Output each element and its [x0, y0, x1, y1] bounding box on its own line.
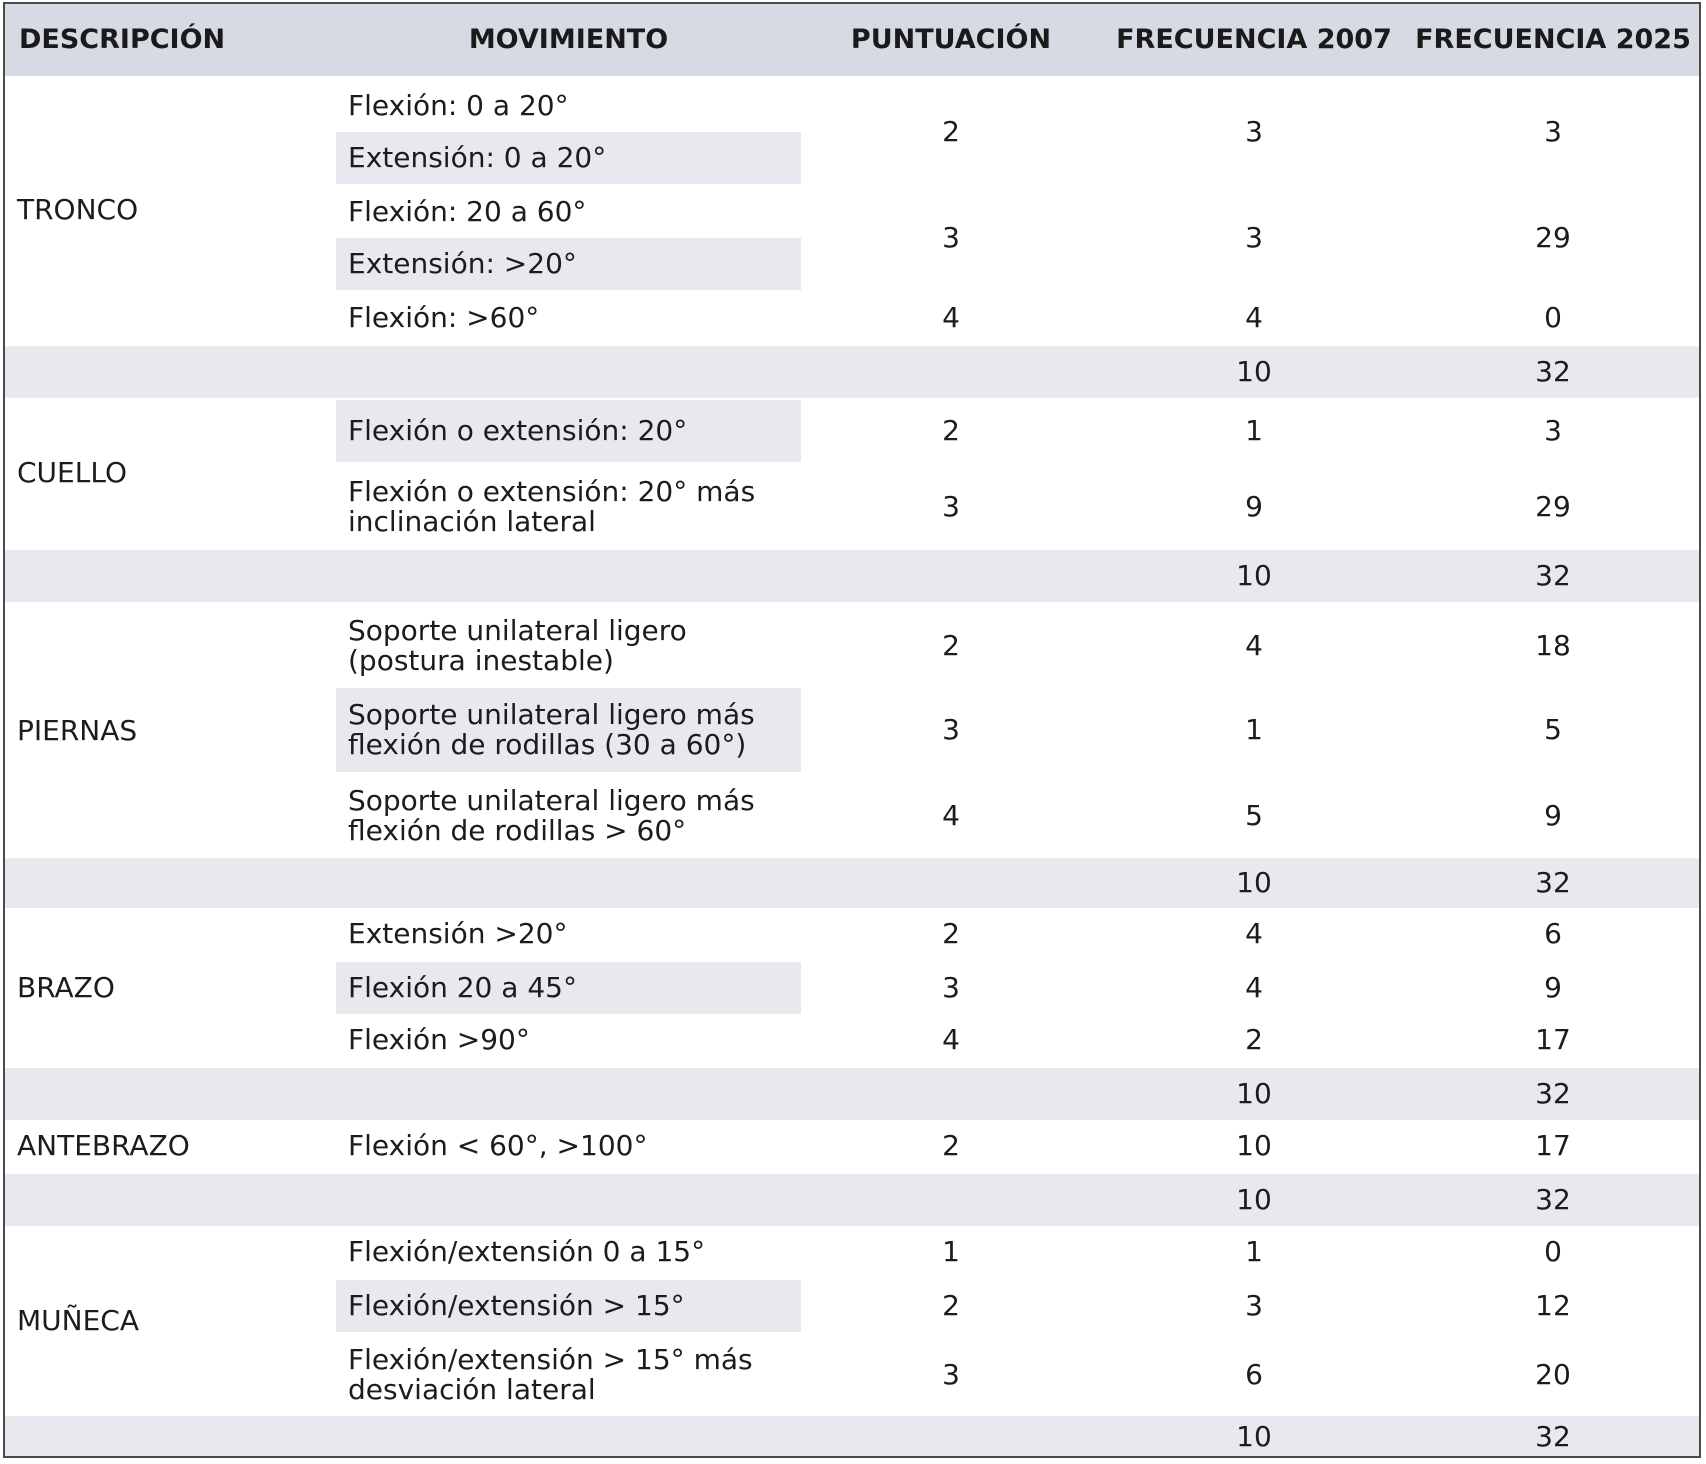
- movement-label: Extensión >20°: [348, 917, 568, 950]
- group-label-cuello: CUELLO: [17, 456, 127, 489]
- movement-label: Flexión/extensión > 15°: [348, 1289, 685, 1322]
- freq-2007-cell: 3: [1245, 115, 1263, 148]
- freq-2007-cell: 3: [1245, 221, 1263, 254]
- freq-2025-cell: 3: [1544, 414, 1562, 447]
- freq-2007-cell: 6: [1245, 1358, 1263, 1391]
- movement-label: Flexión/extensión 0 a 15°: [348, 1235, 706, 1268]
- freq-2025-cell: 17: [1535, 1023, 1571, 1056]
- movement-label: Flexión: >60°: [348, 301, 540, 334]
- freq-2025-cell: 29: [1535, 490, 1571, 523]
- score-cell: 3: [942, 490, 960, 523]
- table-header: [5, 4, 1699, 76]
- total-row: [5, 346, 1699, 398]
- total-2025-cell: 32: [1535, 355, 1571, 388]
- freq-2007-cell: 1: [1245, 1235, 1263, 1268]
- movement-label: Soporte unilateral ligero más flexión de rodillas > 60°: [348, 784, 755, 847]
- freq-2025-cell: 0: [1544, 301, 1562, 334]
- total-2007-cell: 10: [1236, 1420, 1272, 1453]
- movement-label: Soporte unilateral ligero (postura inestable): [348, 614, 687, 677]
- group-label-antebrazo: ANTEBRAZO: [17, 1129, 190, 1162]
- freq-2007-cell: 3: [1245, 1289, 1263, 1322]
- movement-label: Flexión o extensión: 20°: [348, 414, 688, 447]
- movement-label: Flexión < 60°, >100°: [348, 1129, 648, 1162]
- group-label-piernas: PIERNAS: [17, 714, 138, 747]
- freq-2025-cell: 6: [1544, 917, 1562, 950]
- movement-label: Extensión: >20°: [348, 247, 577, 280]
- freq-2025-cell: 29: [1535, 221, 1571, 254]
- total-2025-cell: 32: [1535, 866, 1571, 899]
- score-cell: 2: [942, 629, 960, 662]
- total-2007-cell: 10: [1236, 355, 1272, 388]
- score-cell: 2: [942, 1289, 960, 1322]
- total-row: [5, 1174, 1699, 1226]
- freq-2025-cell: 3: [1544, 115, 1562, 148]
- total-row: [5, 550, 1699, 602]
- freq-2007-cell: 4: [1245, 971, 1263, 1004]
- movement-label: Flexión: 20 a 60°: [348, 195, 587, 228]
- group-label-brazo: BRAZO: [17, 971, 115, 1004]
- score-cell: 3: [942, 1358, 960, 1391]
- score-cell: 2: [942, 414, 960, 447]
- total-row: [5, 858, 1699, 908]
- freq-2007-cell: 9: [1245, 490, 1263, 523]
- total-2007-cell: 10: [1236, 1183, 1272, 1216]
- score-cell: 2: [942, 115, 960, 148]
- freq-2007-cell: 10: [1236, 1129, 1272, 1162]
- movement-label: Soporte unilateral ligero más flexión de rodillas (30 a 60°): [348, 698, 755, 761]
- header-descripcion: DESCRIPCIÓN: [19, 24, 226, 55]
- freq-2025-cell: 18: [1535, 629, 1571, 662]
- freq-2025-cell: 9: [1544, 971, 1562, 1004]
- score-cell: 3: [942, 971, 960, 1004]
- movement-label: Flexión 20 a 45°: [348, 971, 577, 1004]
- freq-2007-cell: 4: [1245, 629, 1263, 662]
- total-row: [5, 1068, 1699, 1120]
- header-frecuencia-2007: FRECUENCIA 2007: [1116, 24, 1392, 55]
- freq-2007-cell: 1: [1245, 414, 1263, 447]
- score-cell: 2: [942, 1129, 960, 1162]
- freq-2007-cell: 5: [1245, 799, 1263, 832]
- header-frecuencia-2025: FRECUENCIA 2025: [1415, 24, 1691, 55]
- total-2025-cell: 32: [1535, 1183, 1571, 1216]
- total-2025-cell: 32: [1535, 559, 1571, 592]
- data-table: [3, 2, 1701, 1458]
- freq-2025-cell: 20: [1535, 1358, 1571, 1391]
- header-movimiento: MOVIMIENTO: [468, 24, 669, 55]
- score-cell: 4: [942, 799, 960, 832]
- group-label-tronco: TRONCO: [17, 193, 139, 226]
- movement-label: Flexión: 0 a 20°: [348, 89, 569, 122]
- freq-2007-cell: 1: [1245, 713, 1263, 746]
- total-2007-cell: 10: [1236, 1077, 1272, 1110]
- freq-2025-cell: 17: [1535, 1129, 1571, 1162]
- movement-label: Extensión: 0 a 20°: [348, 141, 607, 174]
- header-puntuacion: PUNTUACIÓN: [850, 24, 1052, 55]
- movement-label: Flexión >90°: [348, 1023, 530, 1056]
- freq-2025-cell: 9: [1544, 799, 1562, 832]
- score-cell: 3: [942, 713, 960, 746]
- total-2007-cell: 10: [1236, 866, 1272, 899]
- total-2007-cell: 10: [1236, 559, 1272, 592]
- freq-2025-cell: 12: [1535, 1289, 1571, 1322]
- freq-2007-cell: 4: [1245, 301, 1263, 334]
- total-2025-cell: 32: [1535, 1077, 1571, 1110]
- score-cell: 4: [942, 301, 960, 334]
- freq-2025-cell: 0: [1544, 1235, 1562, 1268]
- score-cell: 1: [942, 1235, 960, 1268]
- movement-label: Flexión/extensión > 15° más desviación lateral: [348, 1343, 753, 1406]
- score-cell: 4: [942, 1023, 960, 1056]
- score-cell: 3: [942, 221, 960, 254]
- score-cell: 2: [942, 917, 960, 950]
- freq-2007-cell: 2: [1245, 1023, 1263, 1056]
- total-2025-cell: 32: [1535, 1420, 1571, 1453]
- freq-2007-cell: 4: [1245, 917, 1263, 950]
- total-row: [5, 1416, 1699, 1458]
- freq-2025-cell: 5: [1544, 713, 1562, 746]
- movement-label: Flexión o extensión: 20° más inclinación lateral: [348, 475, 756, 538]
- group-label-muneca: MUÑECA: [17, 1304, 139, 1337]
